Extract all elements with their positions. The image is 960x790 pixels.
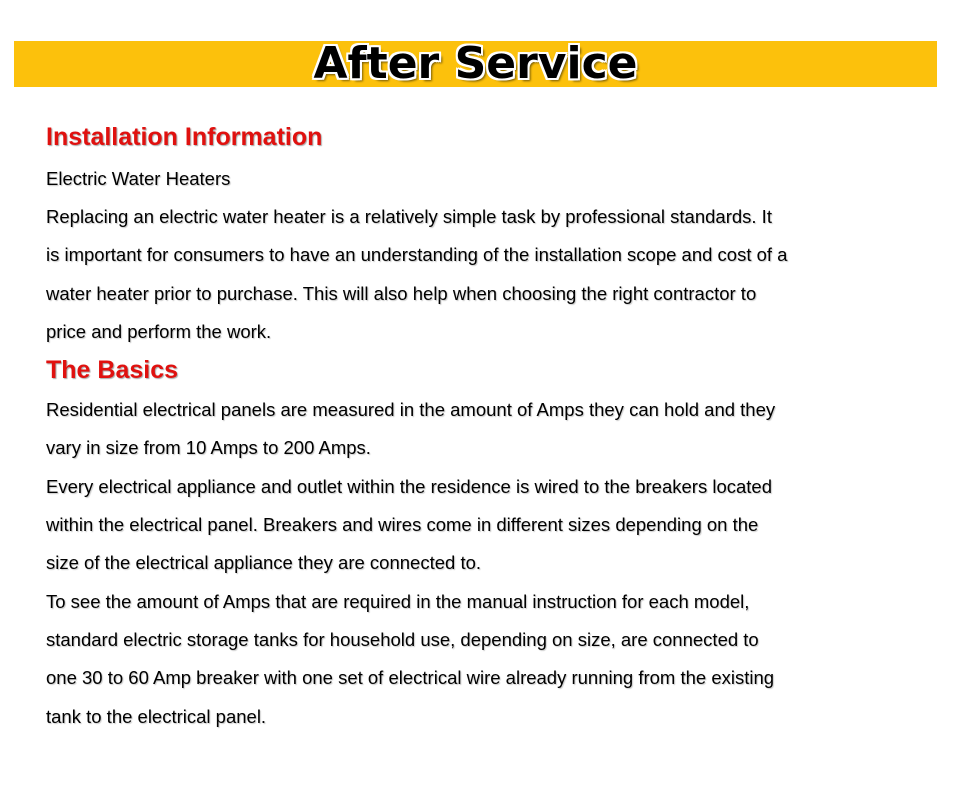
paragraph-line: To see the amount of Amps that are required in the manual instruction for each model, — [46, 590, 750, 612]
paragraph-line: within the electrical panel. Breakers and wires come in different sizes depending on the — [46, 514, 759, 536]
paragraph-line: Replacing an electric water heater is a relatively simple task by professional standards. It — [46, 206, 772, 227]
paragraph-line: vary in size from 10 Amps to 200 Amps. — [46, 437, 371, 459]
paragraph-line: standard electric storage tanks for household use, depending on size, are connected to — [46, 628, 759, 650]
paragraph-line: size of the electrical appliance they are connected to. — [46, 552, 482, 574]
paragraph-line: Every electrical appliance and outlet within the residence is wired to the breakers located — [46, 475, 773, 497]
paragraph-line: water heater prior to purchase. This will also help when choosing the right contractor to — [46, 282, 757, 304]
document-body — [46, 118, 926, 736]
section-installation-information — [46, 118, 926, 351]
paragraph-line: price and perform the work. — [46, 320, 272, 342]
page-title: After Service — [313, 38, 638, 89]
section-the-basics — [46, 351, 926, 736]
title-banner — [14, 38, 937, 89]
section-subtitle: Electric Water Heaters — [46, 168, 231, 189]
section-heading: The Basics — [46, 356, 179, 385]
paragraph-line: is important for consumers to have an understanding of the installation scope and cost of a — [46, 244, 788, 266]
section-heading: Installation Information — [46, 123, 323, 151]
paragraph-line: one 30 to 60 Amp breaker with one set of electrical wire already running from the existing — [46, 667, 775, 689]
paragraph-line: tank to the electrical panel. — [46, 705, 267, 727]
paragraph-line: Residential electrical panels are measured in the amount of Amps they can hold and they — [46, 399, 776, 421]
